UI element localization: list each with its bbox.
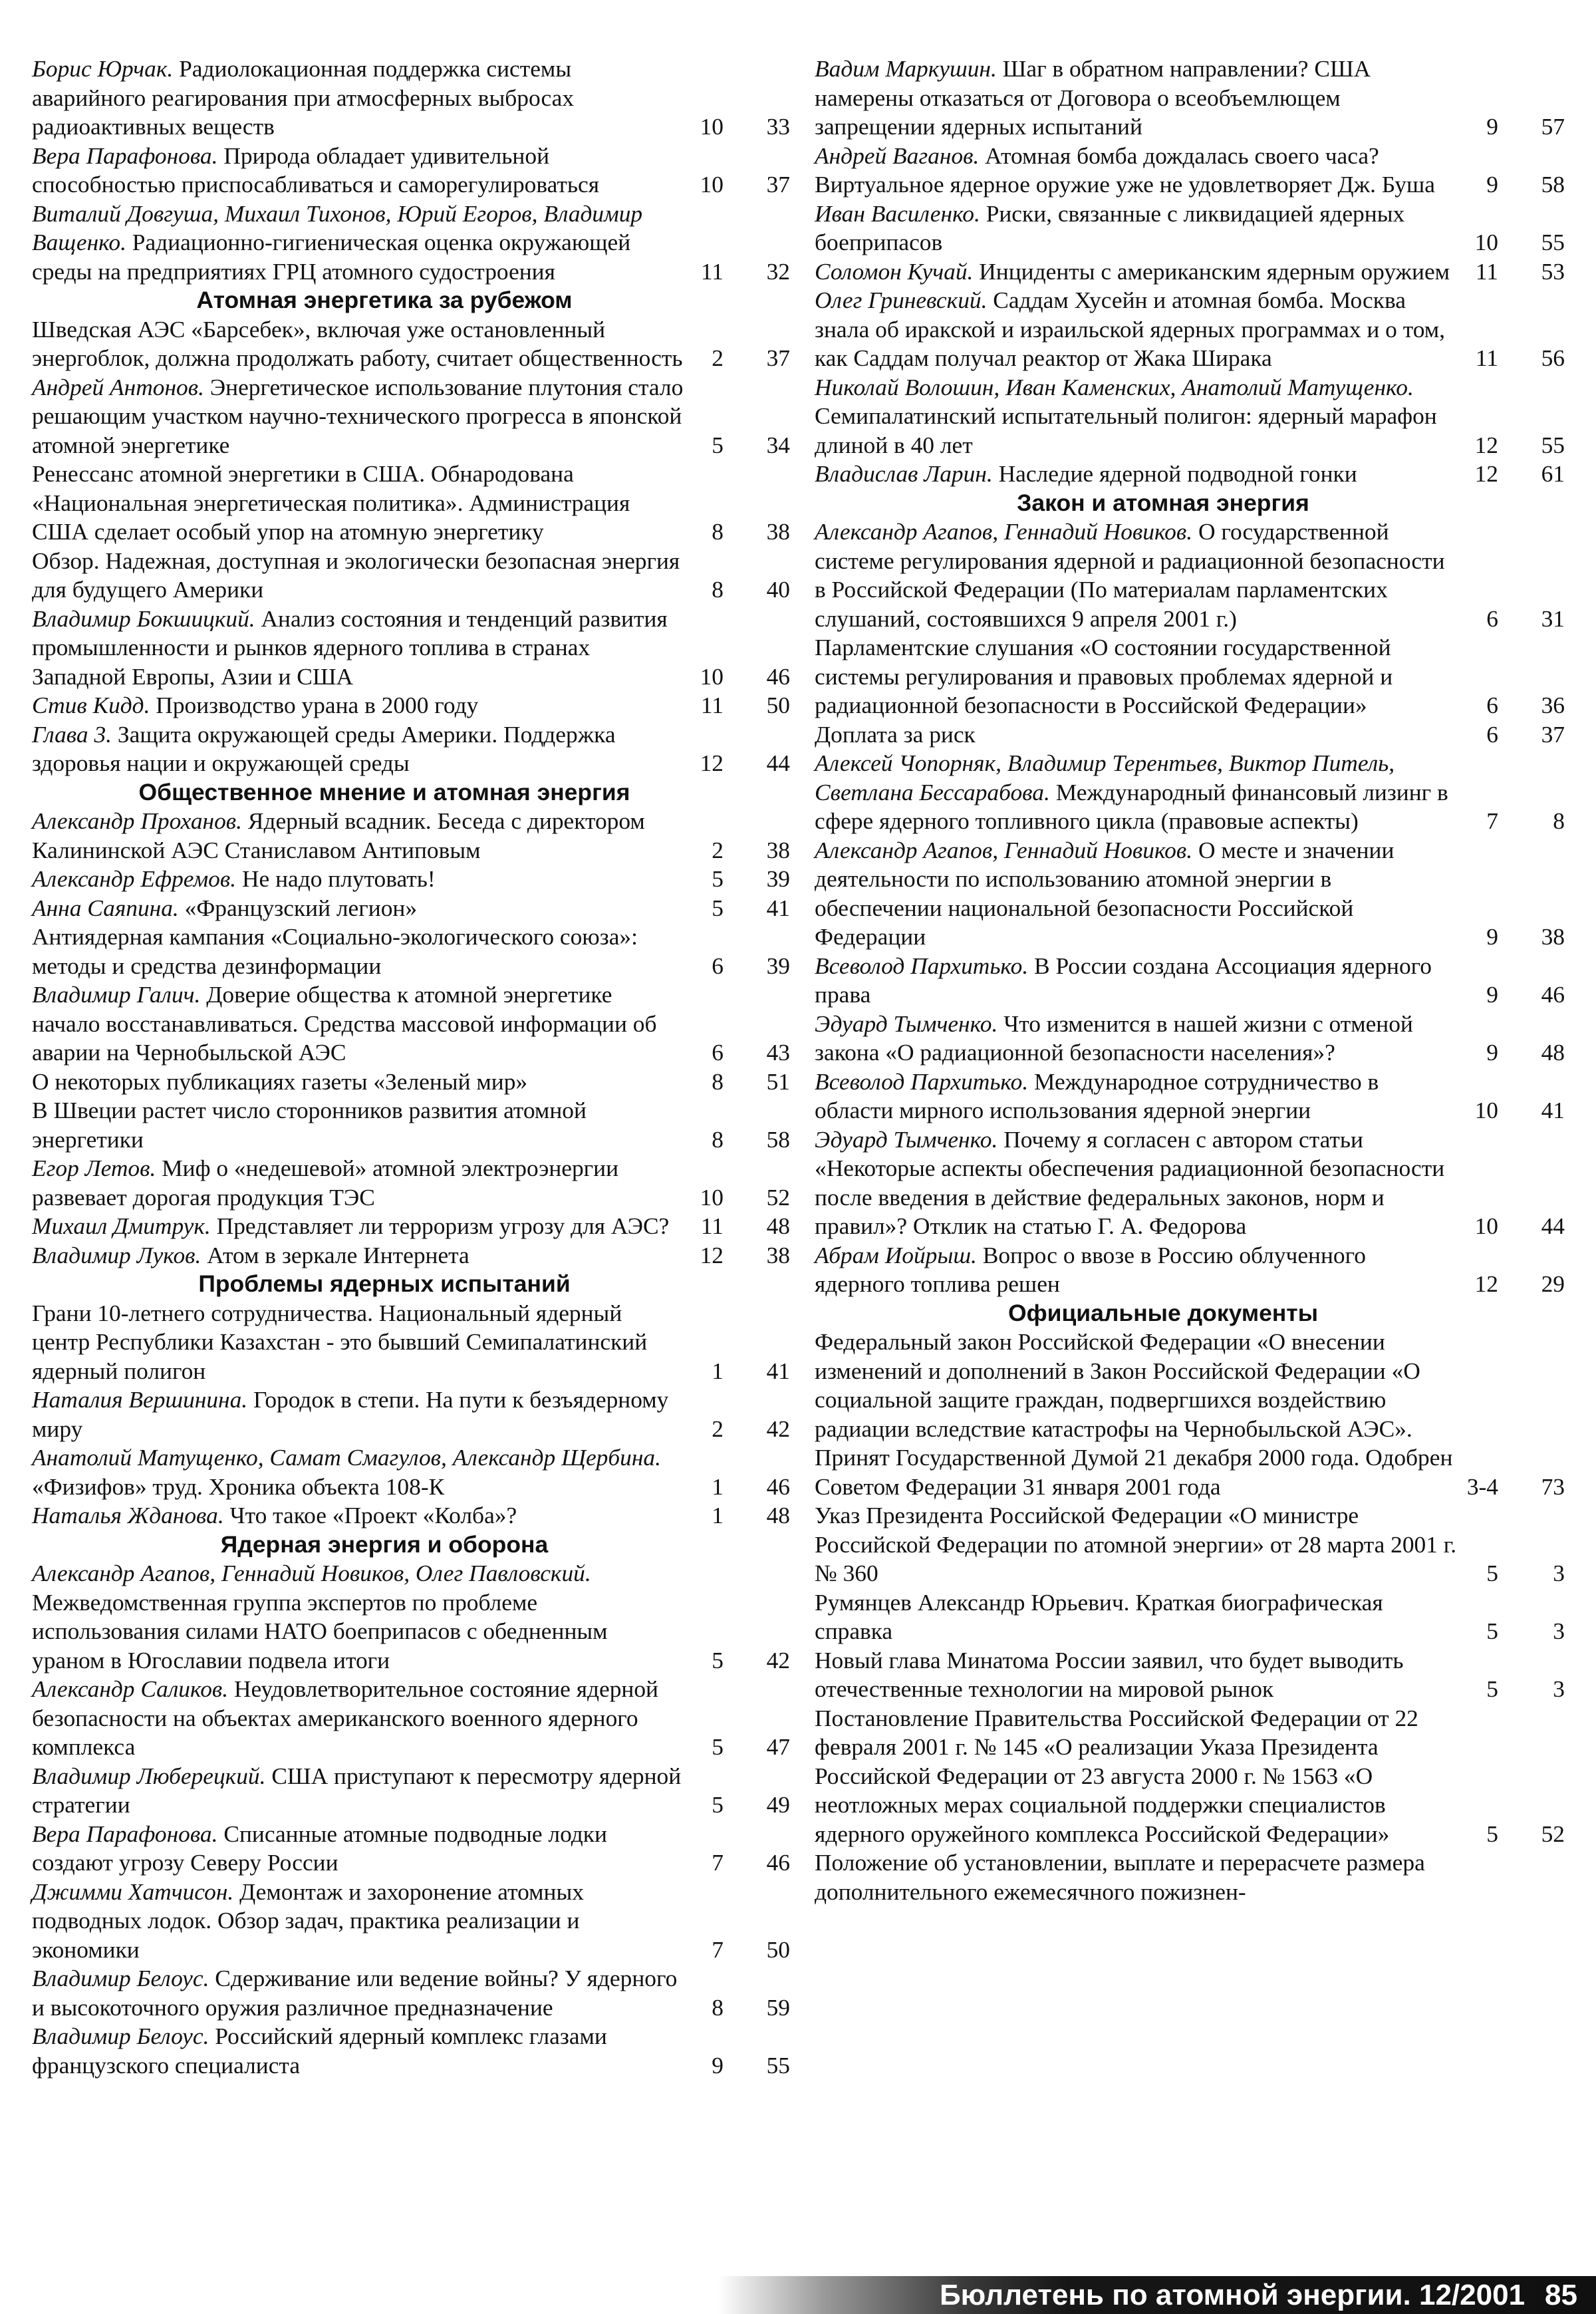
page-number: 85: [1545, 2279, 1577, 2311]
entry-title: Ренессанс атомной энергетики в США. Обнародована «Национальная энергетическая политика». Администрация США сделает особый упор на атомную энергетику: [32, 460, 630, 545]
entry-page: 3: [1553, 1618, 1565, 1644]
entry-issue: 5: [712, 1791, 724, 1818]
entry-page: 50: [766, 692, 790, 718]
entry-title: Демонтаж и захоронение атомных подводных лодок. Обзор задач, практика реализации и экономики: [32, 1878, 584, 1963]
toc-entry: [32, 1212, 790, 1241]
entry-issue: 10: [1474, 1097, 1498, 1123]
entry-issue: 5: [1486, 1560, 1498, 1586]
entry-title: Федеральный закон Российской Федерации «О внесении изменений и дополнений в Закон Российской Федерации «О социальной защите граждан, подвергшихся воздействию радиации вследствие катастрофы на Чернобыльской АЭС». Принят Государственной Думой 21 декабря 2000 года. Одобрен Советом Федерации 31 января 2001 года: [815, 1328, 1453, 1500]
entry-issue: 7: [712, 1849, 724, 1876]
entry-page: 46: [766, 1849, 790, 1876]
entry-page: 41: [1541, 1097, 1565, 1123]
entry-title: Саддам Хусейн и атомная бомба. Москва знала об иракской и израильской ядерных программах и о том, как Саддам получал реактор от Жака Ширака: [815, 287, 1445, 371]
entry-title: Природа обладает удивительной способностью приспосабливаться и саморегулироваться: [32, 142, 600, 198]
entry-author: Наталья Жданова.: [32, 1502, 224, 1528]
entry-issue: 5: [712, 1646, 724, 1673]
entry-page: 38: [766, 1241, 790, 1268]
entry-title: Миф о «недешевой» атомной электроэнергии развевает дорогая продукция ТЭС: [32, 1155, 619, 1211]
entry-title: Городок в степи. На пути к безъядерному миру: [32, 1386, 669, 1442]
entry-issue: 5: [712, 894, 724, 921]
entry-issue: 3-4: [1466, 1473, 1498, 1500]
entry-title: О государственной системе регулирования ядерной и радиационной безопасности в Российской Федерации (По материалам парламентских слушаний, состоявшихся 9 апреля 2001 г.): [815, 518, 1445, 632]
entry-issue: 9: [1486, 1039, 1498, 1066]
toc-entry: [815, 1010, 1565, 1068]
toc-entry: [32, 980, 790, 1068]
right-column: [815, 55, 1565, 1906]
entry-title: В Швеции растет число сторонников развития атомной энергетики: [32, 1097, 587, 1153]
entry-title: Риски, связанные с ликвидацией ядерных боеприпасов: [815, 200, 1405, 255]
entry-issue: 9: [712, 2051, 724, 2079]
entry-page: 50: [766, 1936, 790, 1963]
entry-page: 61: [1541, 460, 1565, 487]
entry-title: США приступают к пересмотру ядерной стратегии: [32, 1762, 682, 1818]
entry-page: 53: [1541, 257, 1565, 285]
entry-page: 41: [766, 1357, 790, 1384]
entry-title: Доверие общества к атомной энергетике начало восстанавливаться. Средства массовой информации об аварии на Чернобыльской АЭС: [32, 981, 657, 1066]
entry-issue: 9: [1486, 113, 1498, 140]
entry-page: 33: [766, 113, 790, 140]
entry-page: 37: [766, 345, 790, 371]
entry-issue: 5: [1486, 1820, 1498, 1847]
entry-title: Межведомственная группа экспертов по проблеме использования силами НАТО боеприпасов с обедненным ураном в Югославии подвела итоги: [32, 1588, 608, 1673]
entry-author: Андрей Антонов.: [32, 373, 204, 400]
toc-entry: [32, 1964, 790, 2022]
entry-issue: 8: [712, 576, 724, 603]
entry-issue: 10: [700, 662, 724, 690]
entry-title: Неудовлетворительное состояние ядерной безопасности на объектах американского военного ядерного комплекса: [32, 1675, 658, 1760]
entry-title: Радиационно-гигиеническая оценка окружающей среды на предприятиях ГРЦ атомного судостроения: [32, 229, 631, 285]
entry-page: 43: [766, 1039, 790, 1066]
entry-title: Румянцев Александр Юрьевич. Краткая биографическая справка: [815, 1588, 1383, 1644]
entry-page: 52: [766, 1183, 790, 1211]
entry-title: Анализ состояния и тенденций развития промышленности и рынков ядерного топлива в странах Западной Европы, Азии и США: [32, 605, 668, 690]
entry-issue: 5: [712, 1733, 724, 1760]
entry-issue: 1: [712, 1502, 724, 1528]
entry-page: 47: [766, 1733, 790, 1760]
entry-author: Анна Саяпина.: [32, 894, 179, 921]
entry-author: Наталия Вершинина.: [32, 1386, 248, 1413]
entry-title: Почему я согласен с автором статьи «Некоторые аспекты обеспечения радиационной безопасности после введения в действие федеральных законов, норм и правил»? Отклик на статью Г. А. Федорова: [815, 1125, 1445, 1239]
toc-entry: [32, 691, 790, 720]
entry-author: Александр Саликов.: [32, 1675, 229, 1702]
entry-author: Владимир Бокшицкий.: [32, 605, 255, 632]
section-heading: Ядерная энергия и оборона: [220, 1530, 549, 1558]
entry-issue: 9: [1486, 981, 1498, 1008]
entry-title: Постановление Правительства Российской Федерации от 22 февраля 2001 г. № 145 «О реализации Указа Президента Российской Федерации от 23 августа 2000 г. № 1563 «О неотложных мерах социальной поддержки специалистов ядерного оружейного комплекса Российской Федерации»: [815, 1704, 1418, 1847]
entry-author: Вадим Маркушин.: [815, 55, 997, 82]
entry-title: Что изменится в нашей жизни с отменой закона «О радиационной безопасности населения»?: [815, 1010, 1413, 1066]
entry-issue: 7: [1486, 807, 1498, 834]
entry-author: Андрей Ваганов.: [815, 142, 980, 169]
entry-author: Абрам Иойрыш.: [815, 1241, 977, 1268]
entry-author: Михаил Дмитрук.: [32, 1213, 211, 1239]
toc-entry: [815, 1588, 1565, 1646]
entry-issue: 12: [700, 1241, 724, 1268]
toc-entry: [32, 1385, 790, 1443]
entry-author: Александр Агапов, Геннадий Новиков.: [815, 518, 1193, 545]
entry-page: 48: [1541, 1039, 1565, 1066]
entry-issue: 5: [712, 865, 724, 892]
toc-entry: [32, 1068, 790, 1097]
entry-title: Указ Президента Российской Федерации «О министре Российской Федерации по атомной энергии» от 28 марта 2001 г. № 360: [815, 1502, 1457, 1586]
entry-page: 34: [766, 431, 790, 458]
entry-author: Александр Агапов, Геннадий Новиков.: [815, 836, 1193, 863]
entry-page: 42: [766, 1415, 790, 1442]
entry-author: Владимир Луков.: [32, 1241, 201, 1268]
toc-entry: [32, 1762, 790, 1820]
entry-title: «Физифов» труд. Хроника объекта 108-К: [32, 1473, 445, 1500]
entry-author: Виталий Довгуша, Михаил Тихонов, Юрий Егоров, Владимир Ващенко.: [32, 200, 643, 255]
entry-page: 51: [766, 1068, 790, 1095]
entry-issue: 5: [712, 431, 724, 458]
toc-entry: [32, 142, 790, 200]
entry-title: Инциденты с американским ядерным оружием: [979, 257, 1450, 285]
entry-issue: 2: [712, 345, 724, 371]
entry-author: Эдуард Тымченко.: [815, 1010, 998, 1037]
toc-entry: [32, 720, 790, 778]
entry-title: Парламентские слушания «О состоянии государственной системы регулирования и правовых проблемах ядерной и радиационной безопасности в Российской Федерации»: [815, 634, 1393, 718]
entry-issue: 6: [712, 952, 724, 979]
entry-title: Вопрос о ввозе в Россию облученного ядерного топлива решен: [815, 1241, 1366, 1297]
entry-author: Владислав Ларин.: [815, 460, 993, 487]
entry-title: О некоторых публикациях газеты «Зеленый мир»: [32, 1068, 528, 1095]
entry-page: 37: [766, 171, 790, 198]
section-heading: Атомная энергетика за рубежом: [196, 287, 573, 313]
section-heading: Официальные документы: [1007, 1299, 1319, 1326]
toc-entry: [32, 865, 790, 894]
entry-title: Положение об установлении, выплате и перерасчете размера дополнительного ежемесячного пожизнен-: [815, 1849, 1425, 1905]
entry-issue: 10: [700, 113, 724, 140]
toc-entry: [32, 460, 790, 547]
entry-page: 48: [766, 1213, 790, 1239]
entry-title: Новый глава Минатома России заявил, что будет выводить отечественные технологии на мировой рынок: [815, 1646, 1404, 1702]
entry-issue: 11: [1475, 257, 1498, 285]
entry-issue: 6: [1486, 605, 1498, 632]
entry-issue: 8: [712, 1068, 724, 1095]
toc-entry: [815, 836, 1565, 952]
toc-entry: [32, 1154, 790, 1212]
entry-issue: 10: [700, 1183, 724, 1211]
entry-issue: 9: [1486, 171, 1498, 198]
entry-author: Всеволод Пархитько.: [815, 1068, 1029, 1095]
entry-title: Грани 10-летнего сотрудничества. Национальный ядерный центр Республики Казахстан - это бывший Семипалатинский ядерный полигон: [32, 1299, 648, 1384]
toc-entry: [32, 373, 790, 460]
entry-issue: 12: [1474, 460, 1498, 487]
entry-title: Сдерживание или ведение войны? У ядерного и высокоточного оружия различное предназначение: [32, 1965, 678, 2021]
entry-page: 73: [1541, 1473, 1565, 1500]
entry-author: Олег Гриневский.: [815, 287, 988, 313]
entry-page: 46: [766, 662, 790, 690]
entry-title: Международное сотрудничество в области мирного использования ядерной энергии: [815, 1068, 1379, 1123]
entry-page: 58: [766, 1125, 790, 1153]
entry-title: Шведская АЭС «Барсебек», включая уже остановленный энергоблок, должна продолжать работу, считает общественность: [32, 315, 683, 371]
entry-page: 44: [1541, 1213, 1565, 1239]
toc-entry: [32, 1241, 790, 1270]
entry-issue: 6: [1486, 720, 1498, 748]
entry-page: 57: [1541, 113, 1565, 140]
entry-author: Вера Парафонова.: [32, 1820, 218, 1847]
entry-title: Наследие ядерной подводной гонки: [998, 460, 1357, 487]
toc-entry: [815, 142, 1565, 200]
entry-issue: 10: [1474, 1213, 1498, 1239]
entry-page: 58: [1541, 171, 1565, 198]
entry-title: Российский ядерный комплекс глазами французского специалиста: [32, 2023, 607, 2079]
entry-title: Не надо плутовать!: [241, 865, 436, 892]
toc-entry: [815, 373, 1565, 460]
toc-entry: [815, 749, 1565, 836]
entry-title: «Французский легион»: [184, 894, 418, 921]
entry-page: 42: [766, 1646, 790, 1673]
entry-page: 46: [1541, 981, 1565, 1008]
entry-title: Представляет ли терроризм угрозу для АЭС?: [216, 1213, 670, 1239]
left-column: [32, 55, 790, 2080]
entry-author: Владимир Люберецкий.: [32, 1762, 266, 1789]
toc-entry: [815, 517, 1565, 633]
entry-author: Вера Парафонова.: [32, 142, 218, 169]
footer-text: [940, 2277, 1577, 2313]
entry-author: Владимир Белоус.: [32, 1965, 209, 1991]
entry-author: Всеволод Пархитько.: [815, 952, 1029, 979]
entry-title: О месте и значении деятельности по использованию атомной энергии в обеспечении национальной безопасности Российской Федерации: [815, 836, 1395, 950]
toc-entry: [815, 720, 1565, 750]
entry-issue: 11: [700, 692, 724, 718]
entry-issue: 11: [700, 1213, 724, 1239]
entry-page: 29: [1541, 1270, 1565, 1297]
entry-page: 56: [1541, 345, 1565, 371]
entry-issue: 5: [1486, 1675, 1498, 1702]
entry-author: Анатолий Матущенко, Самат Смагулов, Александр Щербина.: [32, 1444, 661, 1471]
footer-bar: [718, 2276, 1596, 2314]
toc-entry: [32, 1559, 790, 1675]
entry-page: 49: [766, 1791, 790, 1818]
toc-entry: [815, 200, 1565, 257]
entry-issue: 7: [712, 1936, 724, 1963]
entry-page: 41: [766, 894, 790, 921]
entry-issue: 8: [712, 1125, 724, 1153]
entry-page: 46: [766, 1473, 790, 1500]
entry-issue: 1: [712, 1357, 724, 1384]
toc-entry: [32, 200, 790, 287]
toc-entry: [815, 286, 1565, 373]
entry-title: Антиядерная кампания «Социально-экологического союза»: методы и средства дезинформации: [32, 923, 638, 979]
toc-entry: [815, 55, 1565, 142]
entry-author: Эдуард Тымченко.: [815, 1125, 998, 1153]
entry-page: 44: [766, 750, 790, 776]
toc-entry: [32, 1820, 790, 1878]
entry-page: 39: [766, 865, 790, 892]
toc-entry: [815, 460, 1565, 489]
entry-author: Егор Летов.: [32, 1155, 156, 1181]
entry-author: Соломон Кучай.: [815, 257, 974, 285]
entry-title: Радиолокационная поддержка системы аварийного реагирования при атмосферных выбросах радиоактивных веществ: [32, 55, 575, 140]
toc-entry: [815, 952, 1565, 1010]
entry-page: 3: [1553, 1675, 1565, 1702]
entry-page: 38: [1541, 923, 1565, 950]
entry-author: Александр Проханов.: [32, 807, 242, 834]
toc-entry: [815, 1848, 1565, 1906]
entry-title: Защита окружающей среды Америки. Поддержка здоровья нации и окружающей среды: [32, 720, 616, 776]
entry-page: 48: [766, 1502, 790, 1528]
toc-entry: [32, 1675, 790, 1762]
entry-author: Владимир Белоус.: [32, 2023, 209, 2049]
toc-entry: [32, 2022, 790, 2080]
entry-author: Алексей Чопорняк, Владимир Терентьев, Виктор Питель, Светлана Бессарабова.: [815, 750, 1395, 805]
toc-entry: [32, 547, 790, 605]
entry-issue: 5: [1486, 1618, 1498, 1644]
entry-title: Международный финансовый лизинг в сфере ядерного топливного цикла (правовые аспекты): [815, 778, 1448, 834]
entry-author: Иван Василенко.: [815, 200, 980, 227]
entry-author: Джимми Хатчисон.: [32, 1878, 234, 1905]
entry-page: 55: [1541, 431, 1565, 458]
journal-title: Бюллетень по атомной энергии. 12/2001: [940, 2279, 1526, 2311]
toc-entry: [815, 1125, 1565, 1241]
toc-entry: [815, 1501, 1565, 1588]
section-heading: Закон и атомная энергия: [1017, 489, 1309, 516]
entry-page: 31: [1541, 605, 1565, 632]
entry-title: Обзор. Надежная, доступная и экологически безопасная энергия для будущего Америки: [32, 547, 680, 603]
entry-issue: 2: [712, 1415, 724, 1442]
entry-author: Александр Агапов, Геннадий Новиков, Олег Павловский.: [32, 1560, 591, 1586]
toc-entry: [815, 1328, 1565, 1501]
entry-issue: 9: [1486, 923, 1498, 950]
entry-author: Борис Юрчак.: [32, 55, 174, 82]
entry-page: 55: [766, 2051, 790, 2079]
entry-author: Глава 3.: [32, 720, 112, 748]
entry-issue: 8: [712, 1993, 724, 2021]
toc-entry: [32, 894, 790, 923]
entry-title: Доплата за риск: [815, 720, 976, 748]
entry-page: 37: [1541, 720, 1565, 748]
toc-entry: [32, 1878, 790, 1965]
entry-title: Атом в зеркале Интернета: [207, 1241, 469, 1268]
entry-author: Александр Ефремов.: [32, 865, 237, 892]
entry-title: Ядерный всадник. Беседа с директором Калининской АЭС Станиславом Антиповым: [32, 807, 645, 863]
entry-issue: 1: [712, 1473, 724, 1500]
entry-author: Владимир Галич.: [32, 981, 201, 1008]
toc-entry: [815, 257, 1565, 287]
entry-page: 8: [1553, 807, 1565, 834]
entry-issue: 12: [1474, 431, 1498, 458]
entry-issue: 10: [1474, 229, 1498, 255]
entry-title: Атомная бомба дождалась своего часа? Виртуальное ядерное оружие уже не удовлетворяет Дж. Буша: [815, 142, 1435, 198]
entry-issue: 12: [1474, 1270, 1498, 1297]
entry-author: Стив Кидд.: [32, 692, 150, 718]
section-heading: Общественное мнение и атомная энергия: [138, 778, 630, 805]
entry-title: Что такое «Проект «Колба»?: [229, 1502, 517, 1528]
entry-title: Списанные атомные подводные лодки создают угрозу Северу России: [32, 1820, 607, 1876]
entry-author: Николай Волошин, Иван Каменских, Анатолий Матущенко.: [815, 373, 1414, 400]
entry-issue: 2: [712, 836, 724, 863]
entry-issue: 10: [700, 171, 724, 198]
entry-issue: 6: [712, 1039, 724, 1066]
toc-entry: [32, 1443, 790, 1501]
entry-title: Производство урана в 2000 году: [156, 692, 479, 718]
toc-entry: [32, 1501, 790, 1530]
toc-entry: [815, 1068, 1565, 1125]
entry-title: В России создана Ассоциация ядерного права: [815, 952, 1432, 1008]
toc-entry: [815, 1646, 1565, 1704]
toc-entry: [815, 1704, 1565, 1849]
toc-entry: [32, 807, 790, 865]
toc-entry: [32, 315, 790, 373]
entry-issue: 11: [700, 257, 724, 285]
entry-title: Энергетическое использование плутония стало решающим участком научно-технического прогресса в японской атомной энергетике: [32, 373, 684, 458]
toc-entry: [32, 1096, 790, 1154]
entry-issue: 12: [700, 750, 724, 776]
toc-entry: [32, 605, 790, 692]
entry-issue: 6: [1486, 692, 1498, 718]
entry-title: Семипалатинский испытательный полигон: ядерный марафон длиной в 40 лет: [815, 402, 1437, 458]
entry-page: 36: [1541, 692, 1565, 718]
section-heading: Проблемы ядерных испытаний: [198, 1270, 571, 1297]
entry-page: 55: [1541, 229, 1565, 255]
toc-entry: [32, 55, 790, 142]
entry-page: 59: [766, 1993, 790, 2021]
entry-page: 39: [766, 952, 790, 979]
toc-entry: [32, 923, 790, 980]
toc-entry: [815, 633, 1565, 720]
entry-page: 38: [766, 518, 790, 545]
entry-issue: 11: [1475, 345, 1498, 371]
entry-page: 3: [1553, 1560, 1565, 1586]
entry-page: 40: [766, 576, 790, 603]
entry-issue: 8: [712, 518, 724, 545]
entry-title: Шаг в обратном направлении? США намерены отказаться от Договора о всеобъемлющем запрещении ядерных испытаний: [815, 55, 1371, 140]
entry-page: 32: [766, 257, 790, 285]
toc-entry: [32, 1299, 790, 1386]
entry-page: 38: [766, 836, 790, 863]
entry-page: 52: [1541, 1820, 1565, 1847]
toc-entry: [815, 1241, 1565, 1299]
